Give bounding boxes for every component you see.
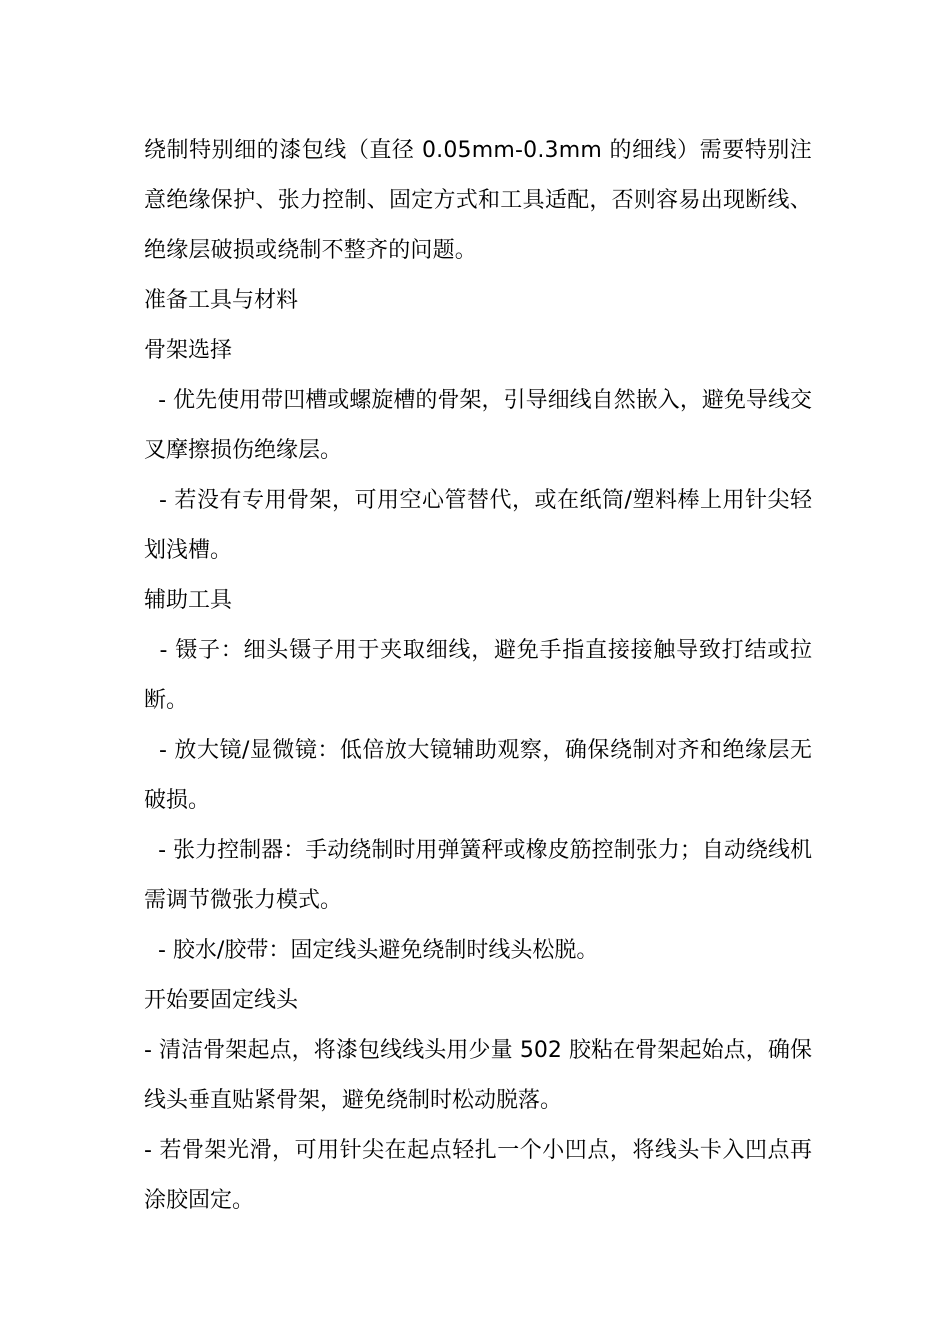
start-item-2: - 若骨架光滑，可用针尖在起点轻扎一个小凹点，将线头卡入凹点再涂胶固定。 xyxy=(144,1138,812,1213)
section-heading-start: 开始要固定线头 xyxy=(144,988,299,1013)
tool-item-2: - 放大镜/显微镜：低倍放大镜辅助观察，确保绕制对齐和绝缘层无破损。 xyxy=(144,738,812,813)
intro-paragraph: 绕制特别细的漆包线（直径 0.05mm-0.3mm 的细线）需要特别注意绝缘保护、张力控制、固定方式和工具适配，否则容易出现断线、绝缘层破损或绕制不整齐的问题。 xyxy=(144,138,812,263)
section-heading-prep: 准备工具与材料 xyxy=(144,288,299,313)
subheading-bobbin: 骨架选择 xyxy=(144,338,233,363)
bobbin-item-1: - 优先使用带凹槽或螺旋槽的骨架，引导细线自然嵌入，避免导线交叉摩擦损伤绝缘层。 xyxy=(144,388,812,463)
bobbin-item-2: - 若没有专用骨架，可用空心管替代，或在纸筒/塑料棒上用针尖轻划浅槽。 xyxy=(144,488,812,563)
document-body xyxy=(144,126,812,1226)
tool-item-3: - 张力控制器：手动绕制时用弹簧秤或橡皮筋控制张力；自动绕线机需调节微张力模式。 xyxy=(144,838,812,913)
tool-item-1: - 镊子：细头镊子用于夹取细线，避免手指直接接触导致打结或拉断。 xyxy=(144,638,812,713)
start-item-1: - 清洁骨架起点，将漆包线线头用少量 502 胶粘在骨架起始点，确保线头垂直贴紧骨架，避免绕制时松动脱落。 xyxy=(144,1038,812,1113)
tool-item-4: - 胶水/胶带：固定线头避免绕制时线头松脱。 xyxy=(144,938,599,963)
subheading-tools: 辅助工具 xyxy=(144,588,233,613)
